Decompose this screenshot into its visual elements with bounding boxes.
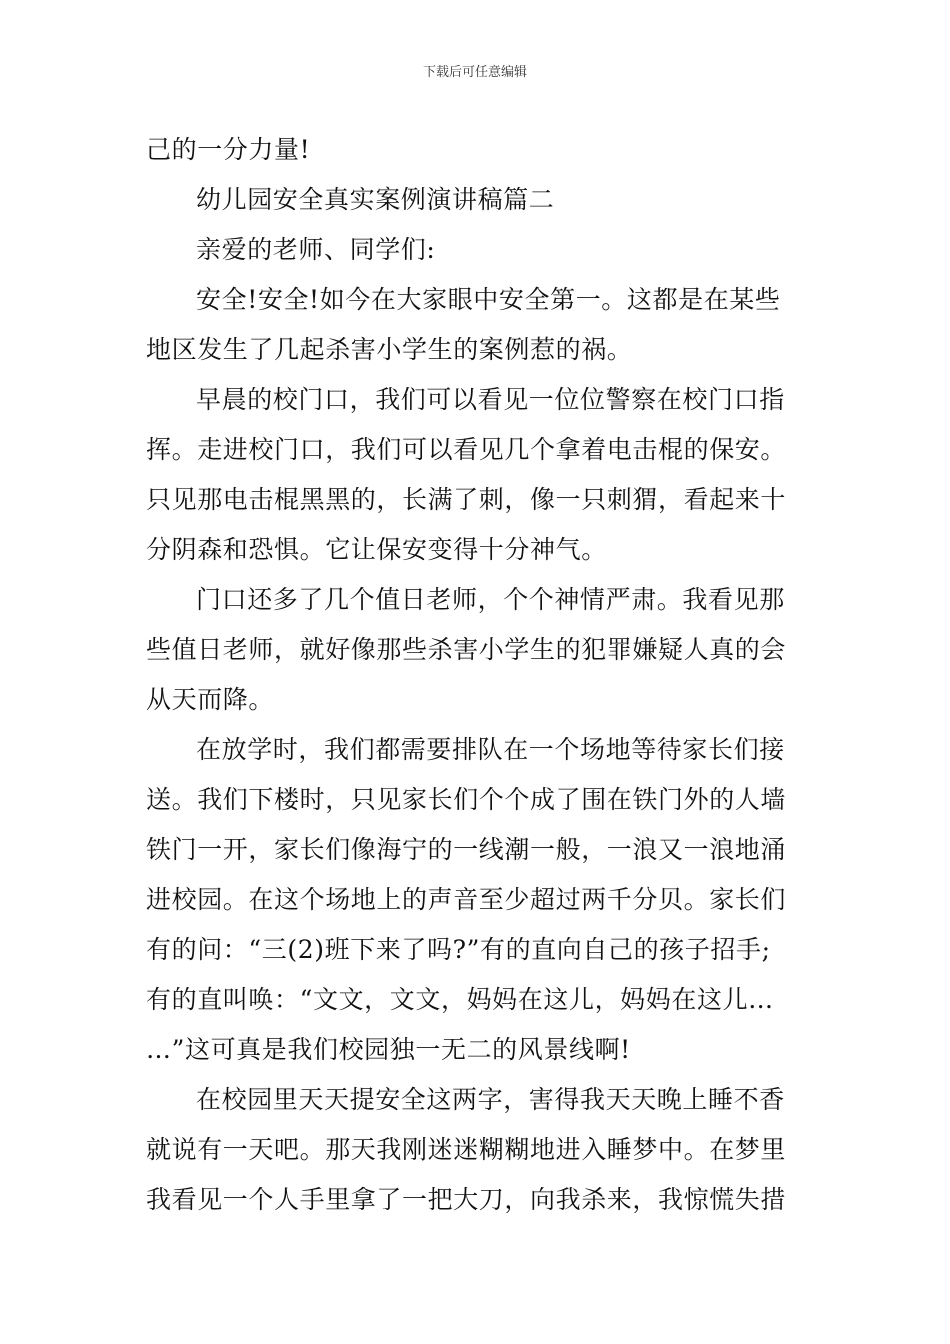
text-line: 己的一分力量!: [146, 135, 311, 164]
text-line: 地区发生了几起杀害小学生的案例惹的祸。: [146, 335, 633, 364]
text-line: 挥。走进校门口，我们可以看见几个拿着电击棍的保安。: [146, 435, 787, 464]
text-line: 门口还多了几个值日老师，个个神情严肃。我看见那: [196, 585, 785, 614]
text-line: 些值日老师，就好像那些杀害小学生的犯罪嫌疑人真的会: [146, 635, 787, 664]
document-body: [146, 125, 808, 1225]
text-line: 在放学时，我们都需要排队在一个场地等待家长们接: [196, 735, 785, 764]
text-line: …”这可真是我们校园独一无二的风景线啊!: [146, 1035, 631, 1064]
text-line: 安全!安全!如今在大家眼中安全第一。这都是在某些: [196, 285, 781, 314]
text-line: 亲爱的老师、同学们:: [196, 235, 436, 264]
text-line: 我看见一个人手里拿了一把大刀，向我杀来，我惊慌失措: [146, 1185, 787, 1214]
text-line: 在校园里天天提安全这两字，害得我天天晚上睡不香: [196, 1085, 785, 1114]
text-line: 有的直叫唤：“文文，文文，妈妈在这儿，妈妈在这儿…: [146, 985, 774, 1014]
text-line: 早晨的校门口，我们可以看见一位位警察在校门口指: [196, 385, 785, 414]
text-line: 送。我们下楼时，只见家长们个个成了围在铁门外的人墙: [146, 785, 787, 814]
text-line: 进校园。在这个场地上的声音至少超过两千分贝。家长们: [146, 885, 787, 914]
text-line: 铁门一开，家长们像海宁的一线潮一般，一浪又一浪地涌: [146, 835, 787, 864]
text-line: 从天而降。: [146, 685, 275, 714]
text-line: 有的问：“三(2)班下来了吗?”有的直向自己的孩子招手;: [146, 935, 771, 964]
page-header: 下载后可任意编辑: [422, 65, 527, 80]
text-line: 分阴森和恐惧。它让保安变得十分神气。: [146, 535, 607, 564]
text-line: 只见那电击棍黑黑的，长满了刺，像一只刺猬，看起来十: [146, 485, 787, 514]
text-line: 幼儿园安全真实案例演讲稿篇二: [196, 185, 555, 214]
text-line: 就说有一天吧。那天我刚迷迷糊糊地进入睡梦中。在梦里: [146, 1135, 787, 1164]
